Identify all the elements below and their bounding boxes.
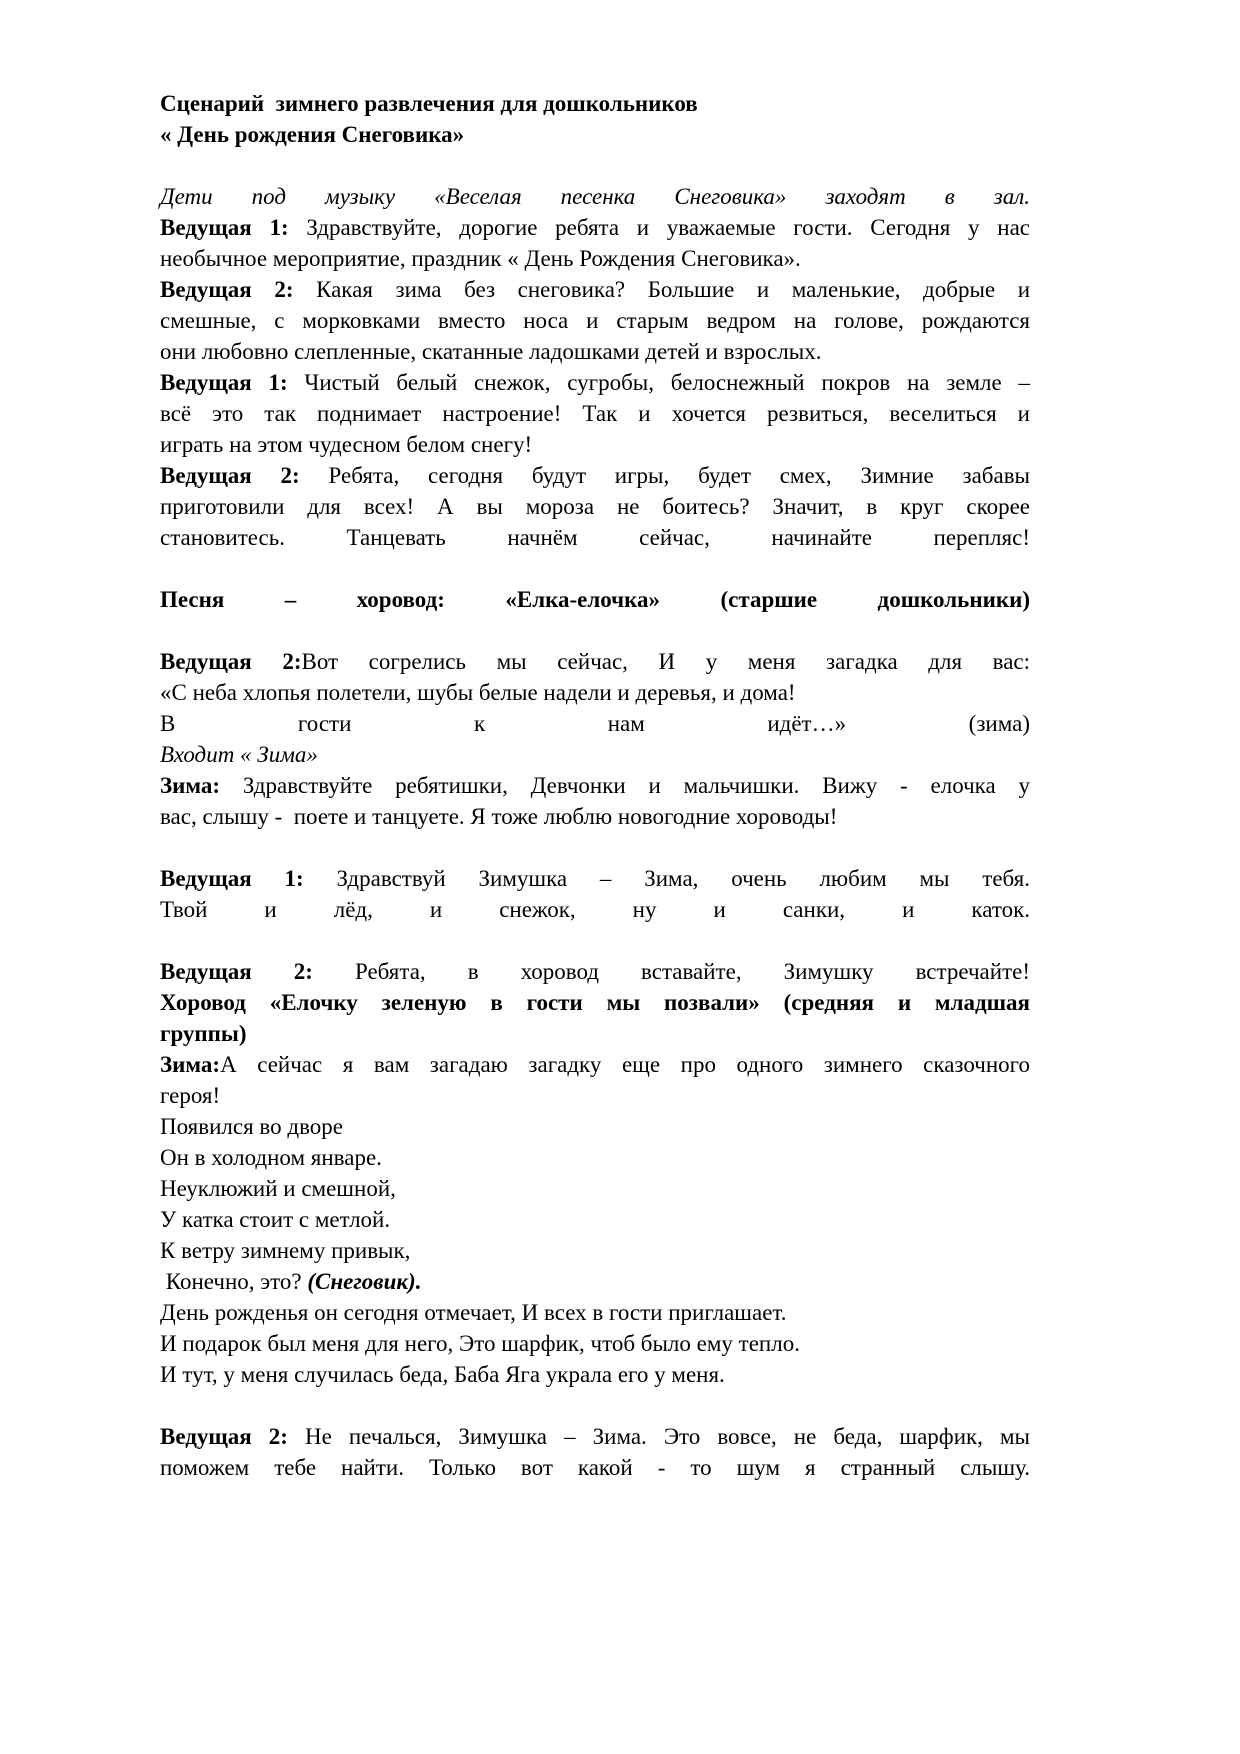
text-segment: Хоровод «Елочку зеленую в гости мы позвали» (средняя и младшая (160, 990, 1030, 1015)
text-segment: «С неба хлопья полетели, шубы белые надели и деревья, и дома! (160, 680, 796, 705)
text-line (160, 646, 1030, 677)
text-segment: смешные, с морковками вместо носа и старым ведром на голове, рождаются (160, 308, 1030, 333)
song-heading (160, 584, 1030, 615)
text-line (160, 336, 1030, 367)
speaker-label: Зима: (160, 1052, 221, 1077)
text-line (160, 1080, 1030, 1111)
text-segment: героя! (160, 1083, 221, 1108)
text-segment: Дети под музыку «Веселая песенка Снеговика» заходят в зал. (160, 184, 1030, 209)
text-line (160, 770, 1030, 801)
text-segment: группы) (160, 1021, 247, 1046)
speaker-label: Ведущая 1: (160, 370, 305, 395)
text-segment: Здравствуй Зимушка – Зима, очень любим мы тебя. (336, 866, 1030, 891)
text-line (160, 212, 1030, 243)
text-segment: Чистый белый снежок, сугробы, белоснежный покров на земле – (304, 370, 1030, 395)
speaker-label: Ведущая 2: (160, 959, 355, 984)
text-segment: Здравствуйте, дорогие ребята и уважаемые гости. Сегодня у нас (306, 215, 1030, 240)
text-segment: играть на этом чудесном белом снегу! (160, 432, 533, 457)
speaker-label: Ведущая 2: (160, 649, 302, 674)
text-segment: поможем тебе найти. Только вот какой - то шум я странный слышу. (160, 1455, 1030, 1480)
text-segment: Твой и лёд, и снежок, ну и санки, и каток. (160, 897, 1030, 922)
text-line (160, 367, 1030, 398)
text-line (160, 1173, 1030, 1204)
text-segment: К ветру зимнему привык, (160, 1238, 411, 1263)
text-segment: День рожденья он сегодня отмечает, И всех в гости приглашает. (160, 1300, 787, 1325)
document-title-line (160, 119, 1030, 150)
text-segment: Входит « Зима» (160, 742, 318, 767)
text-line (160, 1204, 1030, 1235)
blank-line (160, 925, 1030, 956)
text-line (160, 460, 1030, 491)
text-line (160, 305, 1030, 336)
document-title-line (160, 88, 1030, 119)
text-line (160, 1452, 1030, 1483)
text-segment: Какая зима без снеговика? Большие и маленькие, добрые и (316, 277, 1030, 302)
text-line (160, 1142, 1030, 1173)
speaker-label: Ведущая 2: (160, 463, 329, 488)
blank-line (160, 553, 1030, 584)
text-segment: И подарок был меня для него, Это шарфик, чтоб было ему тепло. (160, 1331, 800, 1356)
text-segment: вас, слышу - поете и танцуете. Я тоже люблю новогодние хороводы! (160, 804, 838, 829)
text-segment: они любовно слепленные, скатанные ладошками детей и взрослых. (160, 339, 822, 364)
text-line (160, 1266, 1030, 1297)
text-line (160, 863, 1030, 894)
text-segment: Вот согрелись мы сейчас, И у меня загадка для вас: (301, 649, 1031, 674)
dance-heading (160, 1018, 1030, 1049)
text-line (160, 801, 1030, 832)
text-line (160, 1421, 1030, 1452)
text-line (160, 1359, 1030, 1390)
speaker-label: Зима: (160, 773, 243, 798)
blank-line (160, 832, 1030, 863)
text-segment: В гости к нам идёт…» (зима) (160, 711, 1030, 736)
text-line (160, 522, 1030, 553)
text-segment: Он в холодном январе. (160, 1145, 382, 1170)
riddle-answer: (Снеговик). (307, 1269, 422, 1294)
speaker-label: Ведущая 2: (160, 1424, 306, 1449)
text-segment: Ребята, в хоровод вставайте, Зимушку встречайте! (354, 959, 1030, 984)
text-segment: становитесь. Танцевать начнём сейчас, начинайте перепляс! (160, 525, 1030, 550)
text-line (160, 1049, 1030, 1080)
text-line (160, 894, 1030, 925)
speaker-label: Ведущая 1: (160, 866, 337, 891)
text-line (160, 491, 1030, 522)
text-segment: И тут, у меня случилась беда, Баба Яга украла его у меня. (160, 1362, 725, 1387)
dance-heading (160, 987, 1030, 1018)
text-line (160, 274, 1030, 305)
text-line (160, 398, 1030, 429)
text-segment: Здравствуйте ребятишки, Девчонки и мальчишки. Вижу - елочка у (242, 773, 1030, 798)
text-line (160, 708, 1030, 739)
text-segment: Сценарий зимнего развлечения для дошкольников (160, 91, 698, 116)
blank-line (160, 1390, 1030, 1421)
text-segment: всё это так поднимает настроение! Так и хочется резвиться, веселиться и (160, 401, 1030, 426)
stage-direction (160, 739, 1030, 770)
text-segment: Ребята, сегодня будут игры, будет смех, Зимние забавы (328, 463, 1031, 488)
text-segment: У катка стоит с метлой. (160, 1207, 391, 1232)
text-line (160, 1328, 1030, 1359)
text-segment: Не печалься, Зимушка – Зима. Это вовсе, не беда, шарфик, мы (305, 1424, 1030, 1449)
text-line (160, 243, 1030, 274)
text-segment: приготовили для всех! А вы мороза не боитесь? Значит, в круг скорее (160, 494, 1030, 519)
text-line (160, 677, 1030, 708)
speaker-label: Ведущая 2: (160, 277, 317, 302)
text-line (160, 1235, 1030, 1266)
text-line (160, 956, 1030, 987)
text-segment: « День рождения Снеговика» (160, 122, 465, 147)
text-segment: Появился во дворе (160, 1114, 344, 1139)
text-segment: Конечно, это? (160, 1269, 308, 1294)
blank-line (160, 615, 1030, 646)
speaker-label: Ведущая 1: (160, 215, 307, 240)
text-segment: Песня – хоровод: «Елка-елочка» (старшие дошкольники) (160, 587, 1030, 612)
text-line (160, 1297, 1030, 1328)
text-line (160, 429, 1030, 460)
text-segment: Неуклюжий и смешной, (160, 1176, 396, 1201)
stage-direction (160, 181, 1030, 212)
text-line (160, 1111, 1030, 1142)
blank-line (160, 150, 1030, 181)
text-segment: необычное мероприятие, праздник « День Рождения Снеговика». (160, 246, 801, 271)
text-segment: А сейчас я вам загадаю загадку еще про одного зимнего сказочного (220, 1052, 1030, 1077)
